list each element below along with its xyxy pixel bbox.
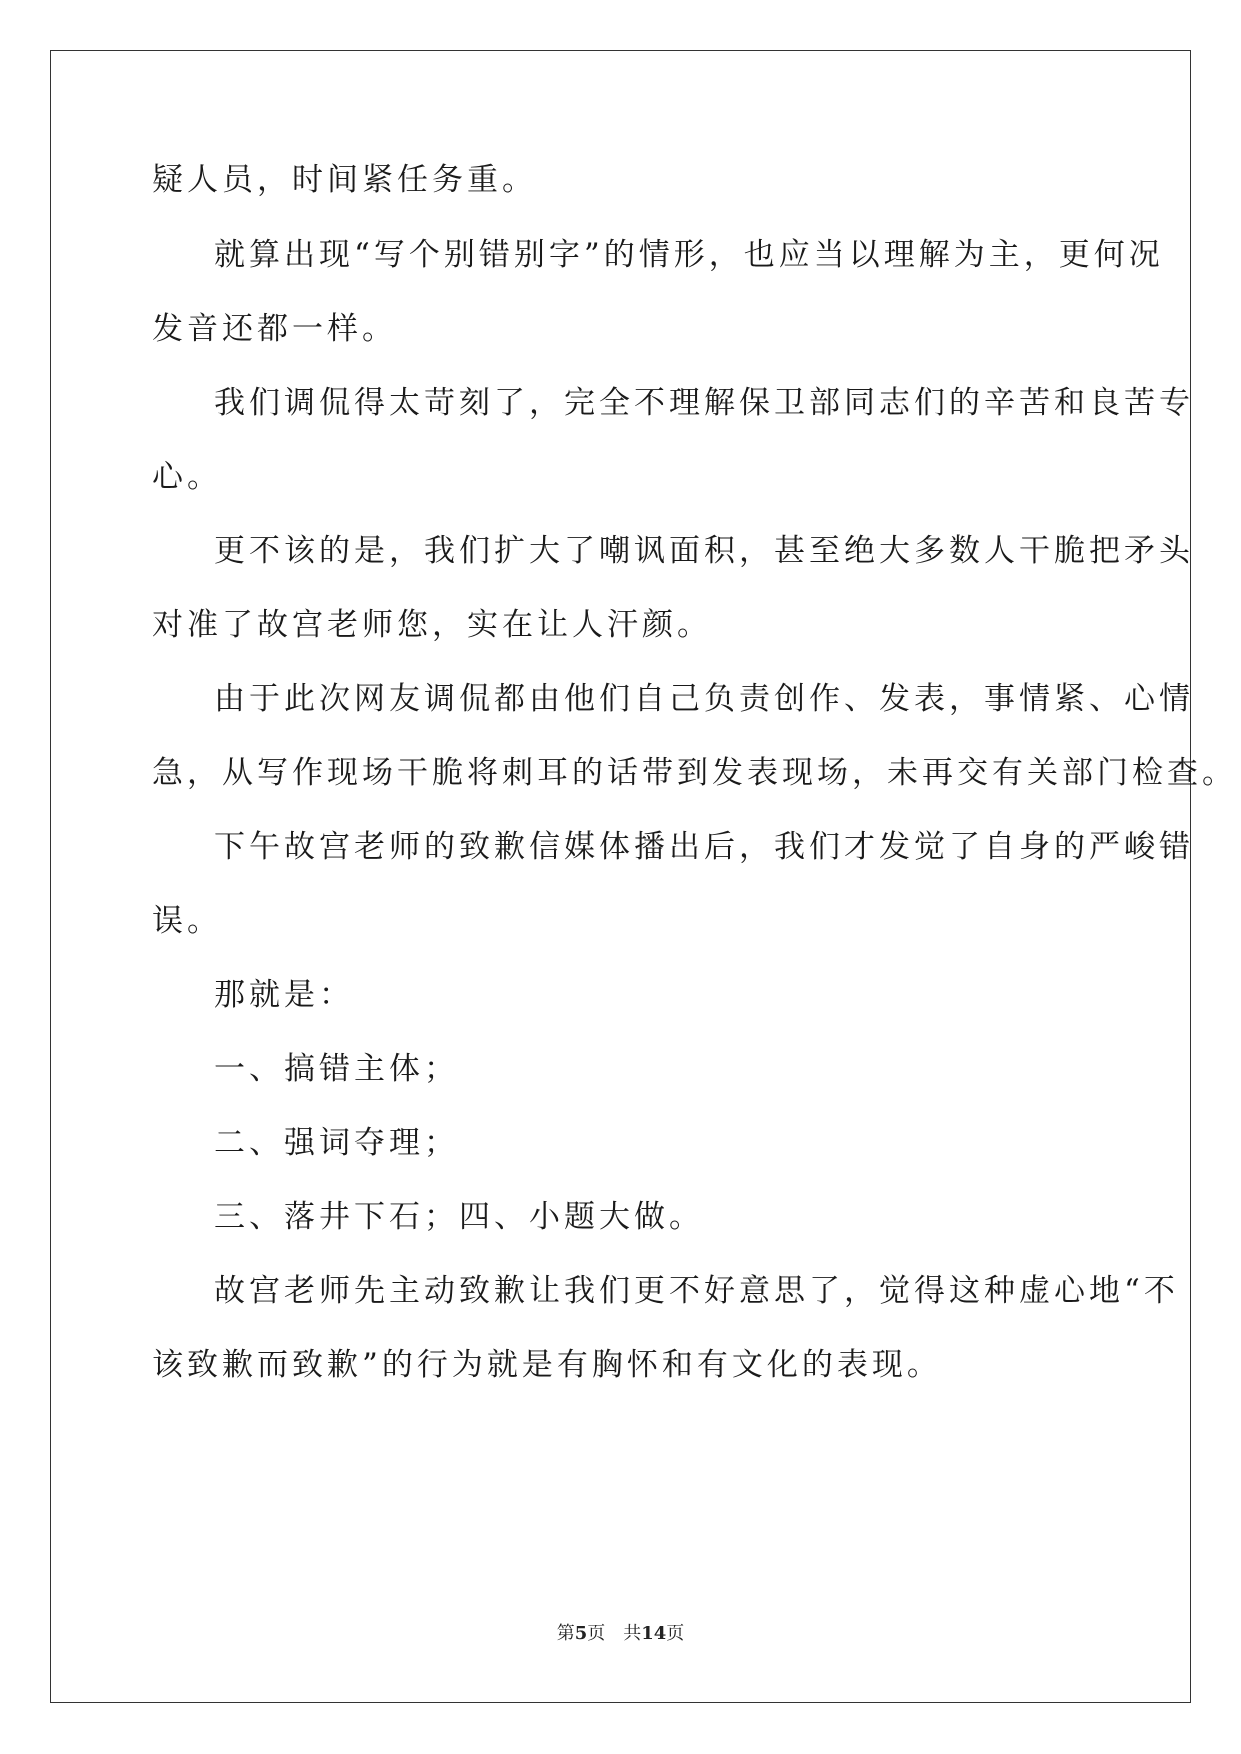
paragraph-start-line: 我们调侃得太苛刻了，完全不理解保卫部同志们的辛苦和良苦专 (214, 385, 1194, 421)
text-line: 心。 (152, 459, 222, 495)
footer-prefix: 第 (556, 1623, 575, 1644)
paragraph-start-line: 更不该的是，我们扩大了嘲讽面积，甚至绝大多数人干脆把矛头 (214, 533, 1194, 569)
paragraph-start-line: 由于此次网友调侃都由他们自己负责创作、发表，事情紧、心情 (214, 681, 1194, 717)
text-line: 该致歉而致歉”的行为就是有胸怀和有文化的表现。 (152, 1347, 942, 1383)
page-footer (0, 1622, 1241, 1646)
paragraph-start-line: 就算出现“写个别错别字”的情形，也应当以理解为主，更何况 (214, 237, 1164, 273)
list-item-line: 一、搞错主体； (214, 1051, 459, 1087)
list-item-line: 二、强词夺理； (214, 1125, 459, 1161)
footer-middle: 页 共 (587, 1623, 642, 1644)
page-border (50, 50, 1191, 1703)
footer-suffix: 页 (666, 1623, 685, 1644)
paragraph-start-line: 故宫老师先主动致歉让我们更不好意思了，觉得这种虚心地“不 (214, 1273, 1179, 1309)
current-page-number: 5 (574, 1623, 588, 1644)
list-item-line: 三、落井下石；四、小题大做。 (214, 1199, 704, 1235)
paragraph-start-line: 那就是： (214, 977, 354, 1013)
text-line: 疑人员，时间紧任务重。 (152, 162, 537, 198)
text-line: 发音还都一样。 (152, 311, 397, 347)
text-line: 急，从写作现场干脆将刺耳的话带到发表现场，未再交有关部门检查。 (152, 755, 1237, 791)
paragraph-start-line: 下午故宫老师的致歉信媒体播出后，我们才发觉了自身的严峻错 (214, 829, 1194, 865)
total-page-count: 14 (641, 1623, 667, 1644)
text-line: 误。 (152, 903, 222, 939)
text-line: 对准了故宫老师您，实在让人汗颜。 (152, 607, 712, 643)
